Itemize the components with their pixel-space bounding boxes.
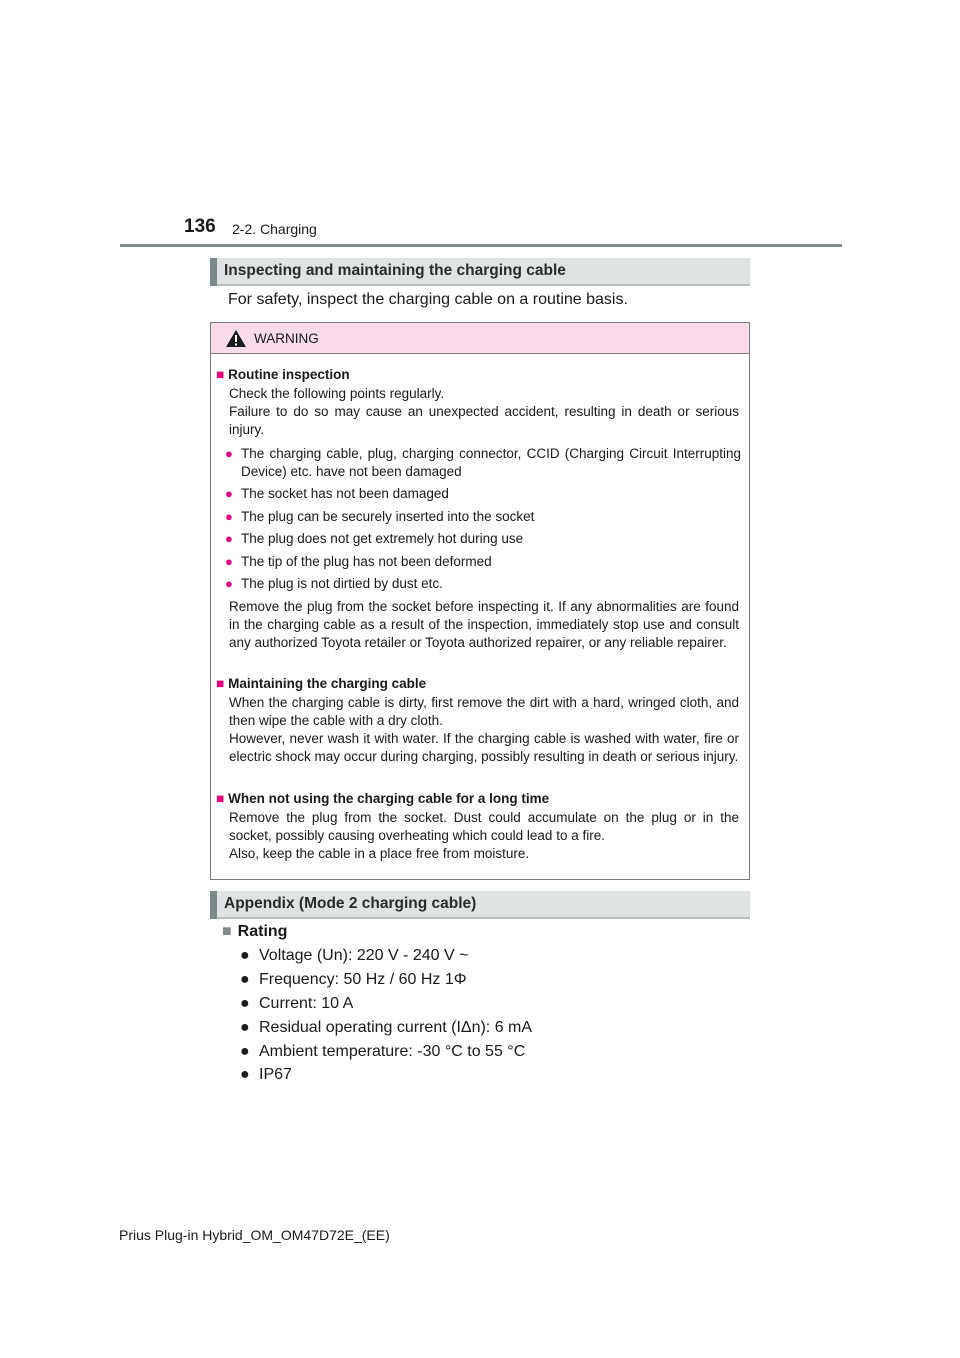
- routine-heading: ■ Routine inspection: [216, 367, 350, 382]
- not-using-heading: ■ When not using the charging cable for a long time: [216, 791, 550, 806]
- bullet-icon: ●: [225, 509, 233, 524]
- warning-triangle-icon: [225, 329, 247, 348]
- rating-item: ● Current: 10 A: [240, 995, 354, 1012]
- section-title: Inspecting and maintaining the charging cable: [224, 262, 566, 279]
- bullet-icon: ●: [225, 554, 233, 569]
- bullet-icon: ●: [240, 971, 250, 988]
- bullet-icon: ●: [225, 531, 233, 546]
- routine-text: Check the following points regularly. Failure to do so may cause an unexpected accident, resulting in death or serious injury.: [229, 386, 739, 437]
- warning-header: [211, 323, 749, 354]
- maintaining-heading: ■ Maintaining the charging cable: [216, 676, 427, 691]
- rating-item: ● Frequency: 50 Hz / 60 Hz 1Φ: [240, 971, 467, 988]
- section-title: Appendix (Mode 2 charging cable): [224, 895, 477, 912]
- section-tab: [210, 891, 217, 919]
- header-rule: [120, 244, 842, 247]
- bullet-icon: ●: [225, 446, 233, 461]
- bullet-icon: ●: [240, 947, 250, 964]
- rating-item: ● Ambient temperature: -30 °C to 55 °C: [240, 1043, 526, 1060]
- bullet-icon: ●: [240, 1043, 250, 1060]
- maintaining-text: When the charging cable is dirty, first remove the dirt with a hard, wringed cloth, and then wipe the cable with a dry cloth. However, never wash it with water. If the charging cable is washed with water, fire or electric shock may occur during charging, possibly resulting in death or serious injury.: [229, 695, 739, 764]
- rating-item: ● Voltage (Un): 220 V - 240 V ~: [240, 947, 469, 964]
- chapter-title: 2-2. Charging: [232, 221, 317, 237]
- not-using-text: Remove the plug from the socket. Dust could accumulate on the plug or in the socket, possibly causing overheating which could lead to a fire. Also, keep the cable in a place free from moisture.: [229, 810, 739, 861]
- page-number: 136: [184, 216, 216, 237]
- section-heading-inspecting: [210, 258, 750, 286]
- bullet-icon: ●: [225, 576, 233, 591]
- bullet-icon: ●: [240, 1066, 250, 1083]
- section-tab: [210, 258, 217, 286]
- rating-heading: ■ Rating: [222, 923, 288, 940]
- footer-doc-id: Prius Plug-in Hybrid_OM_OM47D72E_(EE): [119, 1227, 390, 1243]
- bullet-icon: ●: [240, 1019, 250, 1036]
- section-heading-appendix: [210, 891, 750, 919]
- bullet-icon: ●: [225, 486, 233, 501]
- warning-label: WARNING: [254, 331, 319, 346]
- bullet-icon: ●: [240, 995, 250, 1012]
- intro-text: For safety, inspect the charging cable on a routine basis.: [228, 291, 628, 308]
- warning-box: WARNING ■ Routine inspection Check the following points regularly. Failure to do so may cause an unexpected accident, resulting in death or serious injury. ● The charging cable, plug, charging connector, CCID (Charging Circuit Interrupting Device) etc. have not been damaged ● The socket has not been damaged ● The plug can be securely inserted into the socket ● The plug does not get extremely hot during use ● The tip of the plug has not been deformed ● The plug is not dirtied by dust etc. Remove the plug from the socket before inspecting it. If any abnormalities are found in the charging cable as a result of the inspection, immediately stop use and consult any authorized Toyota retailer or Toyota authorized repairer, or any reliable repairer. ■ Maintaining the charging cable When the charging cable is dirty, first remove the dirt with a hard, wringed cloth, and then wipe the cable with a dry cloth. However, never wash it with water. If the charging cable is washed with water, fire or electric shock may occur during charging, possibly resulting in death or serious injury. ■ When not using the charging cable for a long time Remove the plug from the socket. Dust could accumulate on the plug or in the socket, possibly causing overheating which could lead to a fire. Also, keep the cable in a place free from moisture.: [210, 322, 750, 880]
- routine-after-text: Remove the plug from the socket before inspecting it. If any abnormalities are found in the charging cable as a result of the inspection, immediately stop use and consult any authorized Toyota retailer or Toyota authorized repairer, or any reliable repairer.: [229, 599, 739, 650]
- rating-item: ● Residual operating current (IΔn): 6 mA: [240, 1019, 533, 1036]
- rating-item: ● IP67: [240, 1066, 292, 1083]
